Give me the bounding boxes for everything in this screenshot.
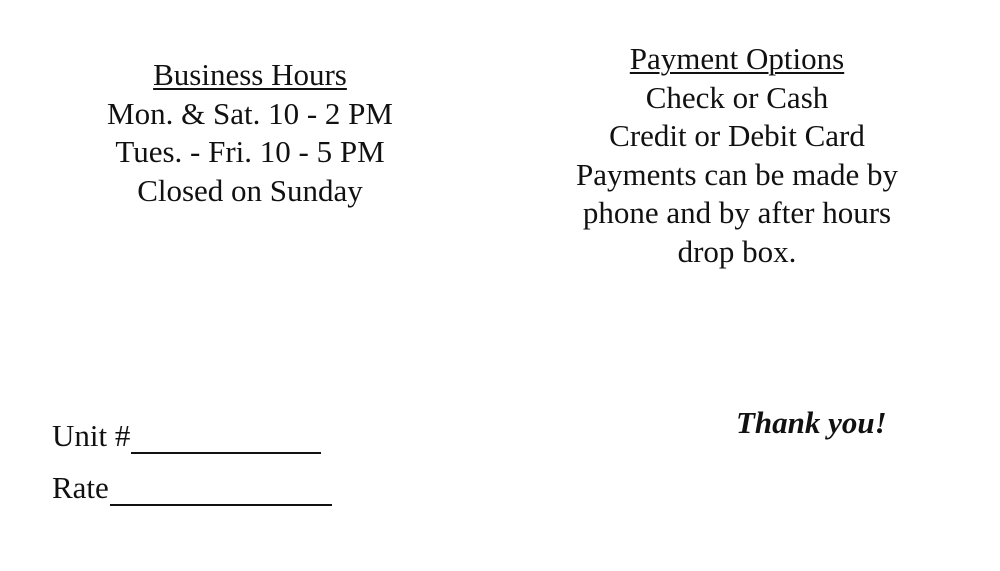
payment-line-note-2: phone and by after hours (582, 195, 892, 230)
payment-line-note-1: Payments can be made by (576, 156, 898, 192)
unit-number-label: Unit # (52, 418, 131, 453)
unit-number-field (52, 418, 321, 454)
payment-line-card: Credit or Debit Card (609, 118, 865, 153)
hours-line-sunday: Closed on Sunday (137, 172, 363, 208)
thank-you-message: Thank you! (736, 405, 887, 440)
payment-line-note-3: drop box. (677, 233, 797, 269)
rate-field (52, 470, 332, 506)
business-hours-section (60, 56, 440, 210)
rate-blank-line (110, 478, 332, 506)
rate-label: Rate (52, 470, 109, 505)
business-hours-heading: Business Hours (153, 57, 347, 92)
payment-options-section (527, 40, 947, 271)
payment-line-check-cash: Check or Cash (645, 79, 829, 115)
hours-line-tue-fri: Tues. - Fri. 10 - 5 PM (115, 134, 385, 169)
hours-line-mon-sat: Mon. & Sat. 10 - 2 PM (107, 95, 393, 131)
unit-number-blank-line (131, 426, 321, 454)
payment-options-heading: Payment Options (629, 41, 845, 76)
